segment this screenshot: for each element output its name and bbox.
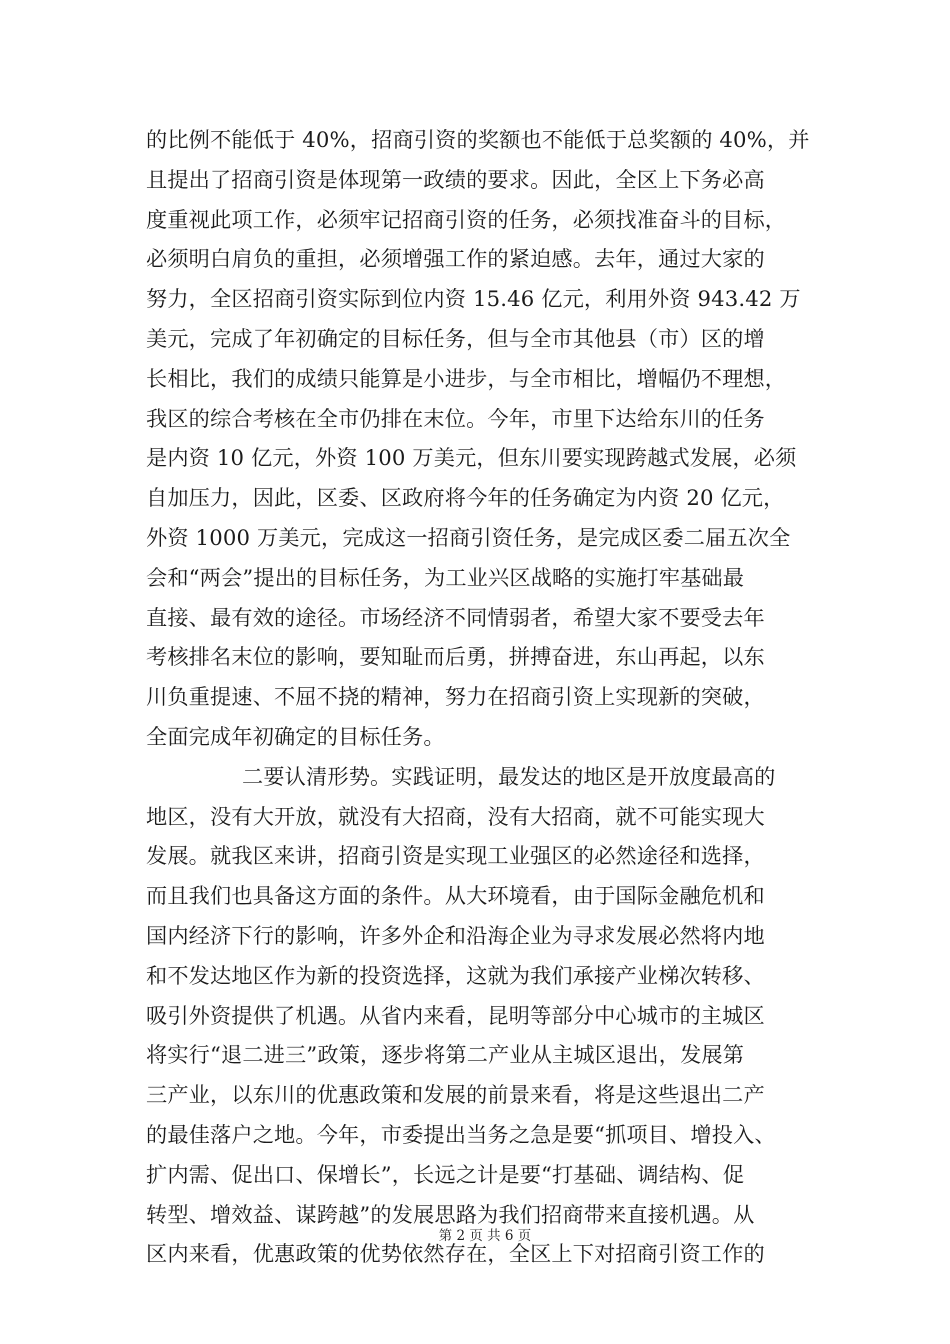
text-line: 会和“两会”提出的目标任务，为工业兴区战略的实施打牢基础最 <box>146 564 745 590</box>
text-line: 我区的综合考核在全市仍排在末位。今年，市里下达给东川的任务 <box>146 405 765 431</box>
text-line: 外资 1000 万美元，完成这一招商引资任务，是完成区委二届五次全 <box>146 524 791 550</box>
text-line: 长相比，我们的成绩只能算是小进步，与全市相比，增幅仍不理想， <box>146 365 787 391</box>
text-line: 的最佳落户之地。今年，市委提出当务之急是要“抓项目、增投入、 <box>146 1121 776 1147</box>
text-line: 地区，没有大开放，就没有大招商，没有大招商，就不可能实现大 <box>146 803 765 829</box>
text-line: 扩内需、促出口、保增长”，长远之计是要“打基础、调结构、促 <box>146 1161 745 1187</box>
text-line: 度重视此项工作，必须牢记招商引资的任务，必须找准奋斗的目标， <box>146 206 787 232</box>
text-line: 将实行“退二进三”政策，逐步将第二产业从主城区退出，发展第 <box>146 1042 745 1068</box>
text-line: 全面完成年初确定的目标任务。 <box>146 723 445 749</box>
text-line: 三产业，以东川的优惠政策和发展的前景来看，将是这些退出二产 <box>146 1082 765 1108</box>
body-text <box>146 120 826 1274</box>
text-line: 国内经济下行的影响，许多外企和沿海企业为寻求发展必然将内地 <box>146 922 765 948</box>
text-line: 是内资 10 亿元，外资 100 万美元，但东川要实现跨越式发展，必须 <box>146 445 797 471</box>
text-line: 吸引外资提供了机遇。从省内来看，昆明等部分中心城市的主城区 <box>146 1002 765 1028</box>
text-line: 努力，全区招商引资实际到位内资 15.46 亿元，利用外资 943.42 万 <box>146 286 801 312</box>
text-line: 直接、最有效的途径。市场经济不同情弱者，希望大家不要受去年 <box>146 604 765 630</box>
text-line: 转型、增效益、谋跨越”的发展思路为我们招商带来直接机遇。从 <box>146 1201 755 1227</box>
text-line: 发展。就我区来讲，招商引资是实现工业强区的必然途径和选择， <box>146 843 765 869</box>
paragraph-first-line: 二要认清形势。实践证明，最发达的地区是开放度最高的 <box>242 763 776 789</box>
text-line: 美元，完成了年初确定的目标任务，但与全市其他县（市）区的增 <box>146 325 765 351</box>
text-line: 必须明白肩负的重担，必须增强工作的紧迫感。去年，通过大家的 <box>146 246 765 272</box>
text-line: 且提出了招商引资是体现第一政绩的要求。因此，全区上下务必高 <box>146 166 765 192</box>
text-line: 区内来看，优惠政策的优势依然存在，全区上下对招商引资工作的 <box>146 1241 765 1267</box>
text-line: 自加压力，因此，区委、区政府将今年的任务确定为内资 20 亿元， <box>146 485 785 511</box>
page-number-footer: 第 2 页 共 6 页 <box>438 1228 532 1244</box>
text-line: 考核排名末位的影响，要知耻而后勇，拼搏奋进，东山再起，以东 <box>146 644 765 670</box>
text-line: 川负重提速、不屈不挠的精神，努力在招商引资上实现新的突破， <box>146 684 765 710</box>
text-line: 的比例不能低于 40%，招商引资的奖额也不能低于总奖额的 40%，并 <box>146 127 810 152</box>
text-line: 和不发达地区作为新的投资选择，这就为我们承接产业梯次转移、 <box>146 962 765 988</box>
text-line: 而且我们也具备这方面的条件。从大环境看，由于国际金融危机和 <box>146 883 765 909</box>
